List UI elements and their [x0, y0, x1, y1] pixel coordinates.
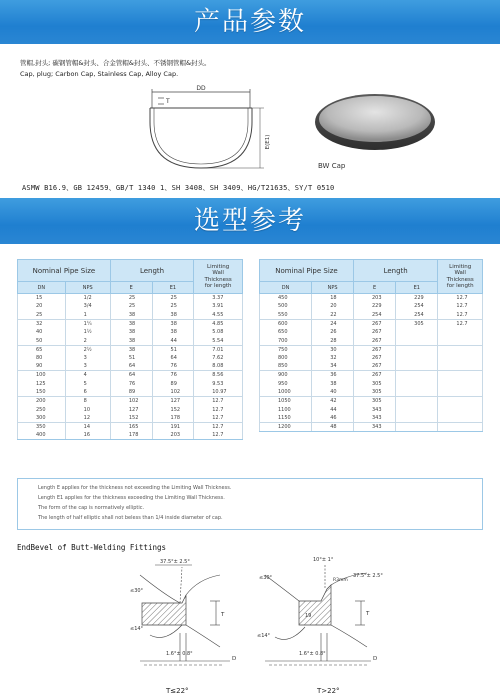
dim-e: E(E1)	[265, 134, 271, 150]
cell-dn: 150	[18, 388, 66, 397]
table-row	[18, 422, 243, 431]
bevel-drawing-right	[255, 555, 395, 685]
cap-drawing	[140, 80, 280, 180]
label-t: T	[366, 611, 370, 617]
cell-e: 165	[110, 422, 152, 431]
cell-dn: 500	[260, 302, 312, 311]
cell-nps: 2½	[65, 345, 110, 354]
cell-e: 76	[110, 379, 152, 388]
label-d: D	[232, 656, 237, 662]
cell-e1	[396, 336, 438, 345]
dim-t: T	[166, 98, 170, 105]
cell-e1: 51	[152, 345, 194, 354]
cell-e1: 64	[152, 354, 194, 363]
cell-e: 267	[353, 319, 395, 328]
cell-e: 267	[353, 362, 395, 371]
cell-nps: 8	[65, 397, 110, 406]
cell-lwt: 8.56	[194, 371, 243, 380]
cell-e: 127	[110, 405, 152, 414]
section-title: 产品参数	[193, 7, 306, 37]
dim-top: DD	[196, 85, 206, 92]
header-e: E	[353, 282, 395, 294]
cell-e1: 25	[152, 302, 194, 311]
label-root: 1.6°± 0.8°	[299, 651, 326, 657]
cell-e1: 76	[152, 371, 194, 380]
cell-lwt: 9.53	[194, 379, 243, 388]
cell-lwt	[438, 388, 483, 397]
table-row	[260, 302, 483, 311]
cell-e1	[396, 345, 438, 354]
cell-e: 64	[110, 362, 152, 371]
photo-label: BW Cap	[318, 162, 346, 170]
size-table	[17, 259, 243, 440]
cell-dn: 250	[18, 405, 66, 414]
cell-e: 229	[353, 302, 395, 311]
cell-nps: 30	[312, 345, 354, 354]
cell-nps: 26	[312, 328, 354, 337]
cell-nps: 20	[312, 302, 354, 311]
cell-e: 38	[110, 319, 152, 328]
cell-nps: 12	[65, 414, 110, 423]
table-row	[18, 354, 243, 363]
cell-e1: 38	[152, 319, 194, 328]
cell-lwt: 7.01	[194, 345, 243, 354]
cell-e1	[396, 414, 438, 423]
cell-lwt: 12.7	[438, 294, 483, 303]
cell-e1	[396, 328, 438, 337]
header-lwt: Limiting Wall Thickness for length	[194, 260, 243, 294]
header-e: E	[110, 282, 152, 294]
cell-dn: 100	[18, 371, 66, 380]
cell-nps: 3	[65, 354, 110, 363]
cell-nps: 22	[312, 311, 354, 320]
cell-e: 152	[110, 414, 152, 423]
cell-dn: 650	[260, 328, 312, 337]
cell-dn: 850	[260, 362, 312, 371]
header-length: Length	[353, 260, 437, 282]
cell-dn: 200	[18, 397, 66, 406]
label-angle-side: ≤30°	[130, 588, 144, 594]
table-row	[18, 405, 243, 414]
cell-nps: 32	[312, 354, 354, 363]
cell-dn: 700	[260, 336, 312, 345]
cell-dn: 1200	[260, 422, 312, 431]
header-dn: DN	[18, 282, 66, 294]
cell-e1: 191	[152, 422, 194, 431]
table-row	[260, 397, 483, 406]
label-angle-top: 37.5°± 2.5°	[160, 559, 190, 565]
bevel-section-title: EndBevel of Butt-Welding Fittings	[17, 543, 167, 552]
table-row	[260, 405, 483, 414]
cell-lwt: 12.7	[194, 397, 243, 406]
cell-lwt: 4.85	[194, 319, 243, 328]
cell-e: 38	[110, 345, 152, 354]
cell-lwt	[438, 345, 483, 354]
cell-nps: 48	[312, 422, 354, 431]
cell-dn: 125	[18, 379, 66, 388]
cell-nps: 5	[65, 379, 110, 388]
table-row	[18, 328, 243, 337]
cell-lwt	[438, 422, 483, 431]
cell-lwt: 12.7	[194, 405, 243, 414]
cell-lwt	[438, 354, 483, 363]
cell-e: 267	[353, 354, 395, 363]
label-angle-side: ≤30°	[259, 575, 273, 581]
cell-e1: 38	[152, 311, 194, 320]
cell-e: 343	[353, 414, 395, 423]
table-body	[260, 294, 483, 432]
cell-dn: 32	[18, 319, 66, 328]
table-row	[260, 379, 483, 388]
size-table-left	[17, 259, 243, 440]
cell-dn: 300	[18, 414, 66, 423]
cell-lwt: 3.91	[194, 302, 243, 311]
cell-nps: 18	[312, 294, 354, 303]
table-row	[260, 294, 483, 303]
table-row	[260, 336, 483, 345]
cell-e1	[396, 354, 438, 363]
table-row	[260, 319, 483, 328]
cell-dn: 750	[260, 345, 312, 354]
table-body	[18, 294, 243, 440]
table-row	[18, 362, 243, 371]
cell-nps: 24	[312, 319, 354, 328]
label-angle-top1: 10°± 1°	[313, 557, 334, 563]
cell-lwt	[438, 379, 483, 388]
label-angle-bottom: ≤14°	[257, 633, 271, 639]
cell-nps: 46	[312, 414, 354, 423]
cell-lwt: 4.55	[194, 311, 243, 320]
cell-dn: 90	[18, 362, 66, 371]
cell-nps: 1	[65, 311, 110, 320]
table-row	[18, 311, 243, 320]
cell-dn: 1150	[260, 414, 312, 423]
header-nps: NPS	[312, 282, 354, 294]
cell-e: 38	[110, 328, 152, 337]
cell-lwt	[438, 405, 483, 414]
cell-lwt: 3.37	[194, 294, 243, 303]
cell-nps: 28	[312, 336, 354, 345]
table-row	[18, 397, 243, 406]
cell-dn: 15	[18, 294, 66, 303]
header-nominal: Nominal Pipe Size	[18, 260, 111, 282]
cell-e: 267	[353, 345, 395, 354]
table-row	[260, 354, 483, 363]
cell-e: 305	[353, 388, 395, 397]
cell-dn: 50	[18, 336, 66, 345]
cell-nps: 2	[65, 336, 110, 345]
intro-english: Cap, plug; Carbon Cap, Stainless Cap, Alloy Cap.	[20, 70, 179, 78]
cell-e1: 127	[152, 397, 194, 406]
cell-e1	[396, 397, 438, 406]
cell-e1	[396, 388, 438, 397]
table-row	[260, 371, 483, 380]
cell-lwt	[438, 414, 483, 423]
table-row	[18, 379, 243, 388]
cell-lwt: 12.7	[438, 311, 483, 320]
table-row	[18, 431, 243, 440]
cell-lwt: 10.97	[194, 388, 243, 397]
cell-e1: 305	[396, 319, 438, 328]
cell-lwt: 12.7	[438, 319, 483, 328]
cell-e1: 178	[152, 414, 194, 423]
cell-e: 305	[353, 397, 395, 406]
cell-lwt	[438, 336, 483, 345]
label-r: R3mm	[333, 578, 348, 583]
cell-nps: 40	[312, 388, 354, 397]
label-angle-top2: 37.5°± 2.5°	[353, 573, 383, 579]
cell-e: 254	[353, 311, 395, 320]
cell-nps: 16	[65, 431, 110, 440]
cell-nps: 38	[312, 379, 354, 388]
note-line: The form of the cap is normatively elliptic.	[38, 505, 145, 511]
size-table	[259, 259, 483, 432]
product-intro	[20, 58, 211, 80]
cell-dn: 950	[260, 379, 312, 388]
cell-e: 51	[110, 354, 152, 363]
size-table-right	[259, 259, 483, 432]
cell-lwt: 5.08	[194, 328, 243, 337]
cell-e: 305	[353, 379, 395, 388]
cell-lwt: 12.7	[194, 422, 243, 431]
cell-dn: 1000	[260, 388, 312, 397]
section-banner-product-parameters	[0, 0, 500, 44]
cell-dn: 900	[260, 371, 312, 380]
cell-lwt: 7.62	[194, 354, 243, 363]
cell-e: 178	[110, 431, 152, 440]
cell-nps: 1/2	[65, 294, 110, 303]
cell-e1: 254	[396, 311, 438, 320]
header-nominal: Nominal Pipe Size	[260, 260, 354, 282]
cell-lwt	[438, 328, 483, 337]
table-row	[260, 362, 483, 371]
cell-e1: 44	[152, 336, 194, 345]
table-row	[18, 371, 243, 380]
cell-e1: 102	[152, 388, 194, 397]
bevel-drawing-left	[120, 555, 260, 685]
header-dn: DN	[260, 282, 312, 294]
cell-nps: 14	[65, 422, 110, 431]
cell-dn: 80	[18, 354, 66, 363]
cell-dn: 400	[18, 431, 66, 440]
table-row	[260, 328, 483, 337]
cell-e1	[396, 362, 438, 371]
header-e1: E1	[152, 282, 194, 294]
table-row	[260, 388, 483, 397]
cell-lwt: 12.7	[438, 302, 483, 311]
table-row	[18, 319, 243, 328]
cell-dn: 600	[260, 319, 312, 328]
bevel-caption-right: T>22°	[317, 687, 340, 695]
cell-e: 267	[353, 328, 395, 337]
section-banner-selection-reference	[0, 198, 500, 244]
cell-e: 89	[110, 388, 152, 397]
cell-lwt: 12.7	[194, 431, 243, 440]
header-e1: E1	[396, 282, 438, 294]
cell-e1: 254	[396, 302, 438, 311]
cell-lwt	[438, 362, 483, 371]
cell-nps: 1¼	[65, 319, 110, 328]
cell-nps: 10	[65, 405, 110, 414]
table-row	[18, 302, 243, 311]
label-angle-bottom: ≤14°	[130, 626, 144, 632]
header-length: Length	[110, 260, 193, 282]
cell-nps: 3/4	[65, 302, 110, 311]
label-t: T	[221, 612, 225, 618]
table-row	[18, 336, 243, 345]
table-row	[260, 422, 483, 431]
cell-e1	[396, 422, 438, 431]
cell-dn: 350	[18, 422, 66, 431]
cell-nps: 42	[312, 397, 354, 406]
table-row	[260, 414, 483, 423]
header-lwt: Limiting Wall Thickness for length	[438, 260, 483, 294]
cell-e1: 76	[152, 362, 194, 371]
cell-dn: 450	[260, 294, 312, 303]
cell-dn: 65	[18, 345, 66, 354]
header-nps: NPS	[65, 282, 110, 294]
cell-e1: 229	[396, 294, 438, 303]
cell-dn: 40	[18, 328, 66, 337]
cell-e: 38	[110, 311, 152, 320]
table-row	[260, 345, 483, 354]
cell-e1: 25	[152, 294, 194, 303]
intro-chinese: 管帽,封头; 碳钢管帽&封头、合金管帽&封头、不锈钢管帽&封头。	[20, 59, 211, 67]
table-row	[18, 345, 243, 354]
table-row	[18, 294, 243, 303]
cell-e: 267	[353, 371, 395, 380]
cell-nps: 4	[65, 371, 110, 380]
note-line: Length E1 applies for the thickness exceeding the Limiting Wall Thickness.	[38, 495, 225, 501]
cell-e1: 203	[152, 431, 194, 440]
cell-e1	[396, 371, 438, 380]
label-root: 1.6°± 0.8°	[166, 651, 193, 657]
cell-dn: 800	[260, 354, 312, 363]
cell-lwt: 8.08	[194, 362, 243, 371]
cell-e: 102	[110, 397, 152, 406]
cell-lwt	[438, 371, 483, 380]
note-line: Length E applies for the thickness not exceeding the Limiting Wall Thickness.	[38, 485, 232, 491]
note-line: The length of half elliptic shall not beless than 1/4 inside diameter of cap.	[38, 515, 223, 521]
cell-e: 38	[110, 336, 152, 345]
label-19: 19	[305, 613, 312, 619]
cell-nps: 34	[312, 362, 354, 371]
cell-lwt	[438, 397, 483, 406]
cell-dn: 1050	[260, 397, 312, 406]
table-row	[18, 414, 243, 423]
table-row	[260, 311, 483, 320]
cell-nps: 3	[65, 362, 110, 371]
cell-dn: 1100	[260, 405, 312, 414]
cell-dn: 550	[260, 311, 312, 320]
cell-dn: 20	[18, 302, 66, 311]
cell-lwt: 12.7	[194, 414, 243, 423]
standards-line: ASMW B16.9、GB 12459、GB/T 1340 1、SH 3408、SH 3409、HG/T21635、SY/T 0510	[22, 184, 335, 192]
cell-e: 343	[353, 405, 395, 414]
cap-photo	[310, 92, 440, 154]
cell-e: 25	[110, 302, 152, 311]
cell-nps: 6	[65, 388, 110, 397]
cell-nps: 1½	[65, 328, 110, 337]
cell-e1	[396, 405, 438, 414]
cell-e1: 89	[152, 379, 194, 388]
cell-e1: 152	[152, 405, 194, 414]
table-notes	[17, 478, 483, 530]
section-title: 选型参考	[193, 206, 306, 236]
cell-dn: 25	[18, 311, 66, 320]
bevel-caption-left: T≤22°	[166, 687, 189, 695]
cell-e1	[396, 379, 438, 388]
cell-e: 203	[353, 294, 395, 303]
table-row	[18, 388, 243, 397]
cell-lwt: 5.54	[194, 336, 243, 345]
cell-e: 25	[110, 294, 152, 303]
cell-nps: 36	[312, 371, 354, 380]
cell-e: 64	[110, 371, 152, 380]
cell-e: 343	[353, 422, 395, 431]
cell-e: 267	[353, 336, 395, 345]
label-d: D	[373, 656, 378, 662]
cell-e1: 38	[152, 328, 194, 337]
cell-nps: 44	[312, 405, 354, 414]
